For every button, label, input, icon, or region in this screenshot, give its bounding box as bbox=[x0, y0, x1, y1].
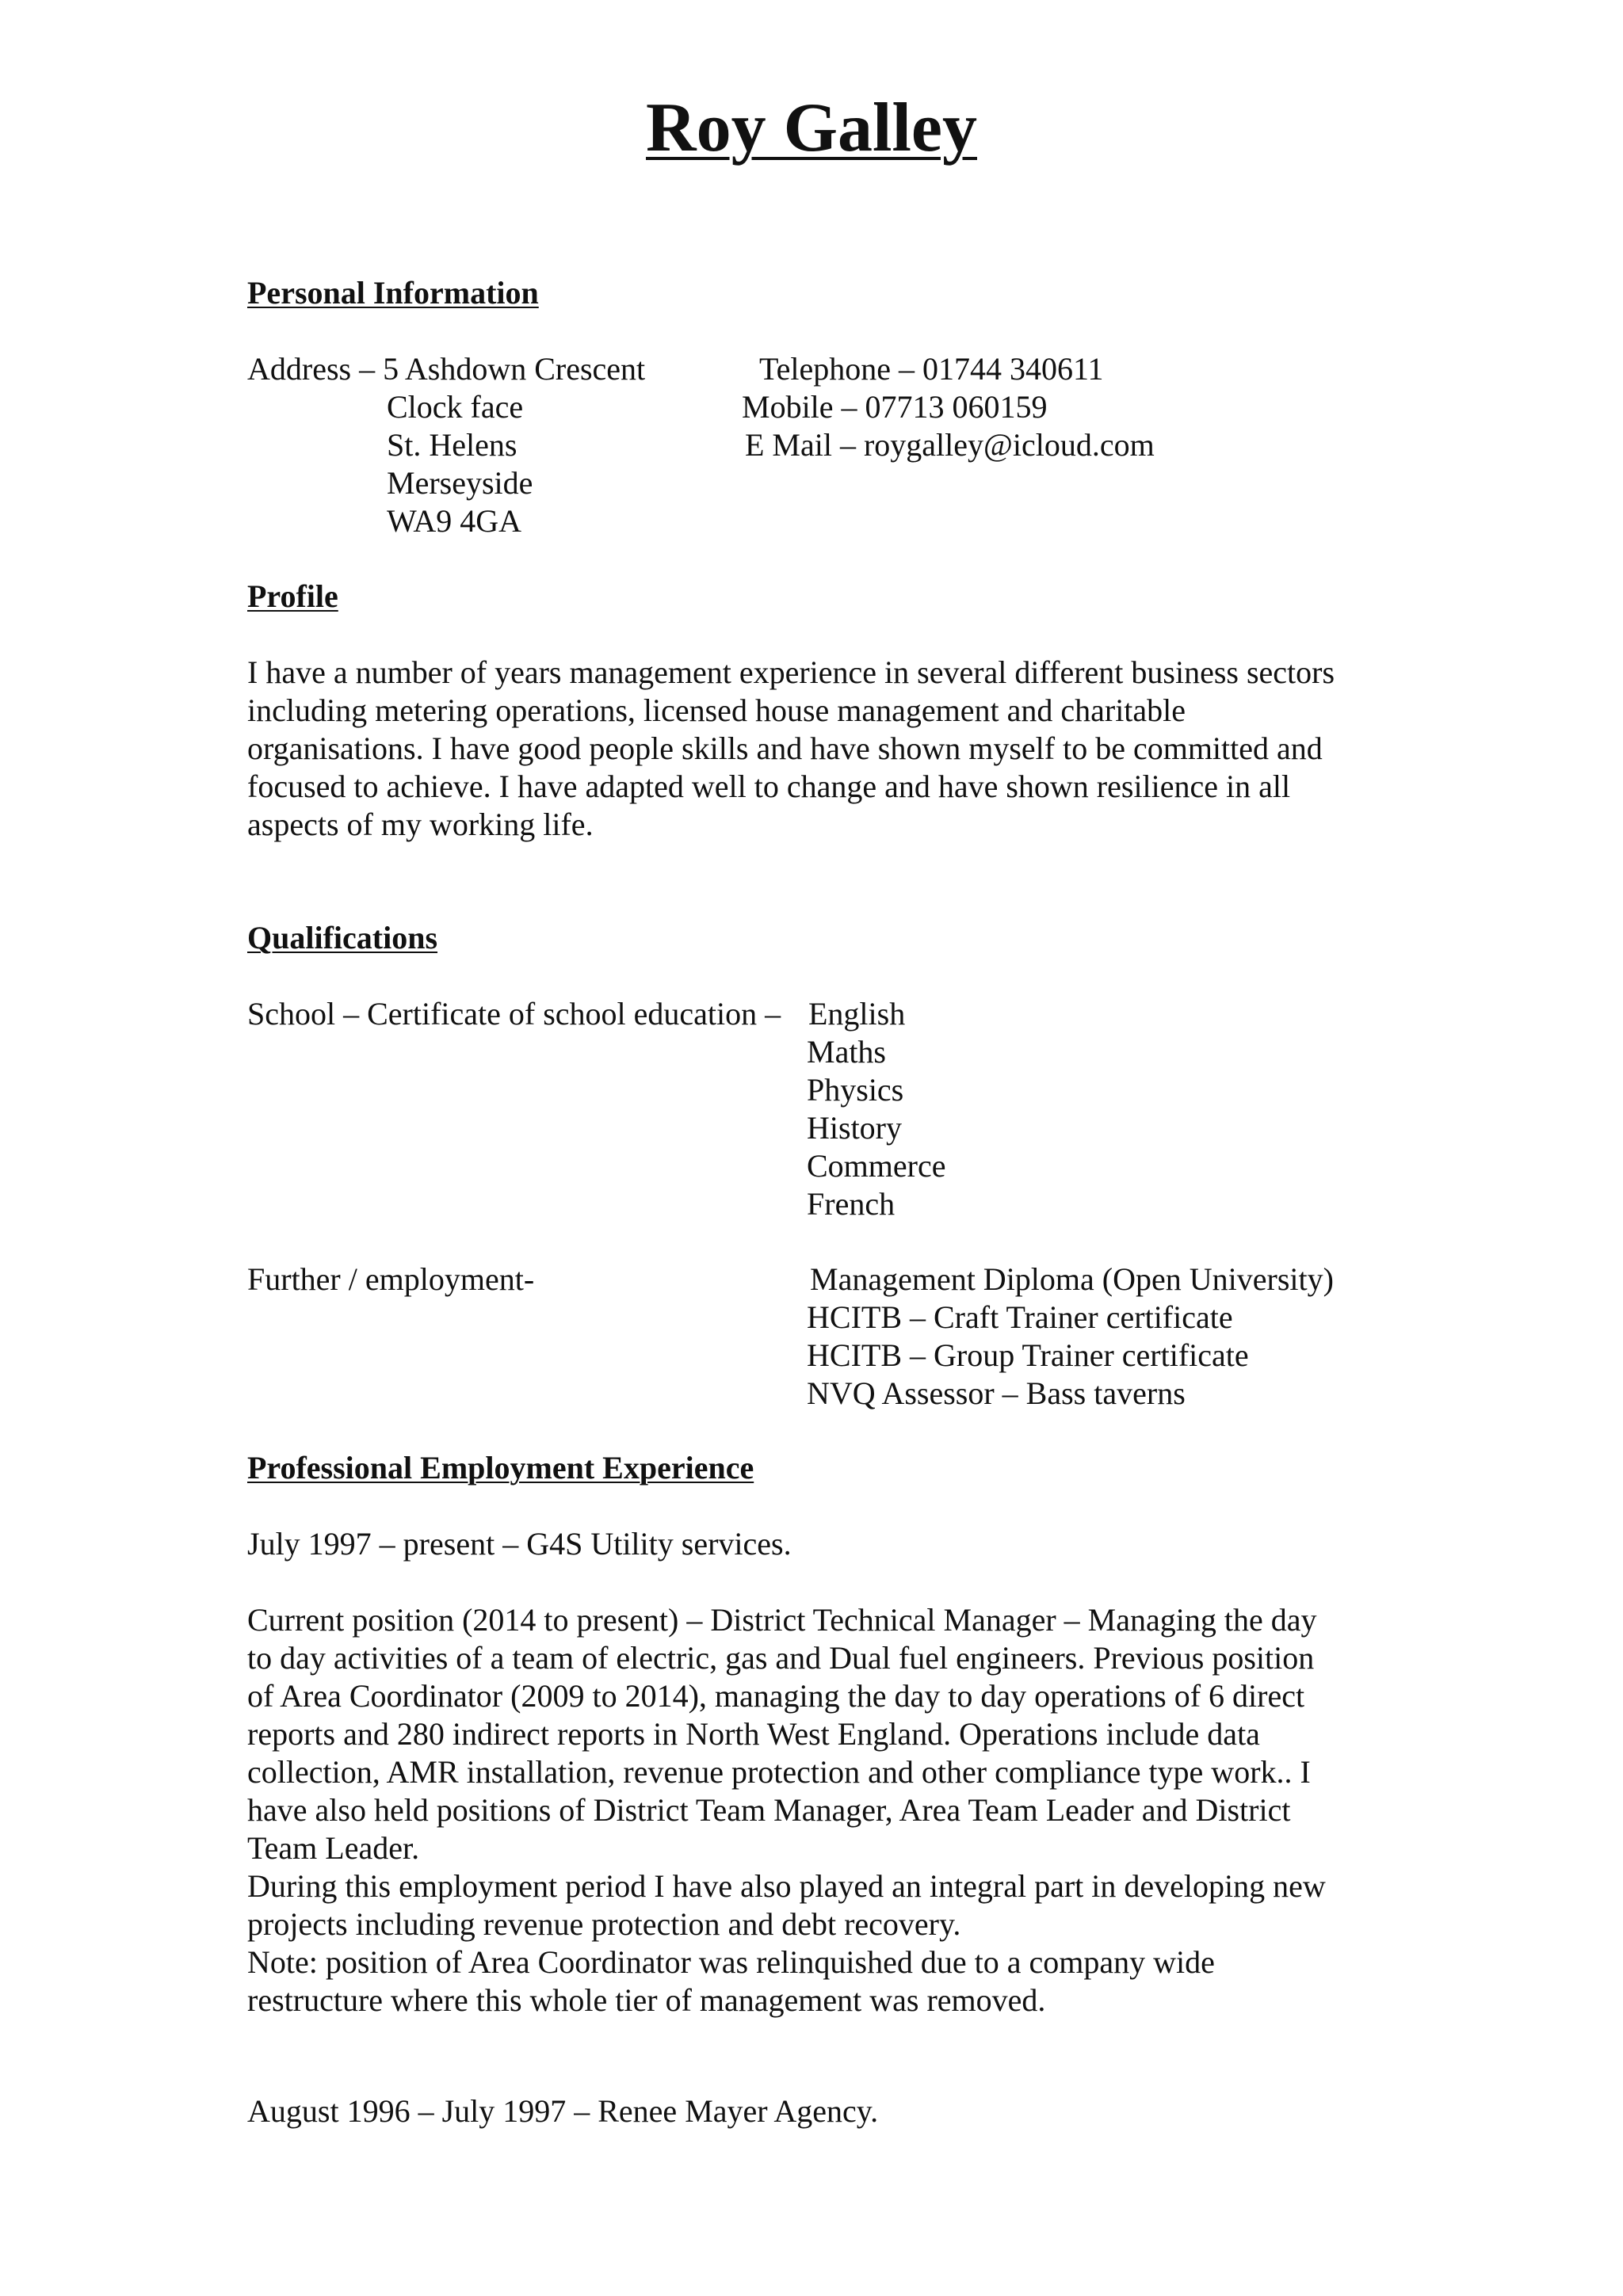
profile-text bbox=[247, 654, 1388, 844]
further-item: HCITB – Craft Trainer certificate bbox=[807, 1299, 1233, 1335]
address-line-5: WA9 4GA bbox=[387, 503, 521, 539]
further-item: HCITB – Group Trainer certificate bbox=[807, 1337, 1249, 1373]
address-line-2: Clock face bbox=[387, 389, 524, 425]
further-label: Further / employment- bbox=[247, 1261, 535, 1297]
telephone: Telephone – 01744 340611 bbox=[759, 351, 1104, 387]
job-line: have also held positions of District Team Manager, Area Team Leader and District bbox=[247, 1792, 1291, 1828]
profile-line: including metering operations, licensed house management and charitable bbox=[247, 692, 1186, 728]
school-subject: Physics bbox=[807, 1072, 904, 1108]
school-subject: English bbox=[808, 996, 906, 1032]
job-line: to day activities of a team of electric, gas and Dual fuel engineers. Previous position bbox=[247, 1640, 1315, 1676]
job-title: August 1996 – July 1997 – Renee Mayer Agency. bbox=[247, 2093, 879, 2129]
job-line: During this employment period I have also played an integral part in developing new bbox=[247, 1868, 1326, 1904]
profile-line: organisations. I have good people skills and have shown myself to be committed and bbox=[247, 730, 1323, 766]
job-line: Note: position of Area Coordinator was relinquished due to a company wide bbox=[247, 1944, 1215, 1980]
school-subject: History bbox=[807, 1110, 902, 1146]
school-subject: Maths bbox=[807, 1034, 886, 1070]
school-subject: Commerce bbox=[807, 1148, 946, 1184]
job-line: projects including revenue protection and debt recovery. bbox=[247, 1906, 961, 1942]
job-title: July 1997 – present – G4S Utility services. bbox=[247, 1526, 792, 1562]
job-line: of Area Coordinator (2009 to 2014), managing the day to day operations of 6 direct bbox=[247, 1678, 1305, 1714]
personal-info-heading: Personal Information bbox=[247, 275, 539, 311]
job-line: restructure where this whole tier of management was removed. bbox=[247, 1982, 1046, 2018]
school-label: School – Certificate of school education – bbox=[247, 996, 781, 1032]
address-line-1: Address – 5 Ashdown Crescent bbox=[247, 351, 646, 387]
profile-line: focused to achieve. I have adapted well to change and have shown resilience in all bbox=[247, 769, 1291, 804]
email: E Mail – roygalley@icloud.com bbox=[745, 427, 1155, 463]
job-description bbox=[247, 1601, 1388, 2019]
profile-line: aspects of my working life. bbox=[247, 807, 594, 842]
experience-heading: Professional Employment Experience bbox=[247, 1450, 754, 1486]
profile-heading: Profile bbox=[247, 578, 338, 614]
school-subject: French bbox=[807, 1186, 896, 1222]
job-line: reports and 280 indirect reports in North West England. Operations include data bbox=[247, 1716, 1260, 1752]
further-item: NVQ Assessor – Bass taverns bbox=[807, 1375, 1186, 1411]
job-line: collection, AMR installation, revenue protection and other compliance type work.. I bbox=[247, 1754, 1311, 1790]
job-line: Team Leader. bbox=[247, 1830, 420, 1866]
address-line-4: Merseyside bbox=[387, 465, 533, 501]
document-title: Roy Galley bbox=[646, 90, 977, 166]
further-item: Management Diploma (Open University) bbox=[810, 1261, 1334, 1297]
mobile: Mobile – 07713 060159 bbox=[742, 389, 1048, 425]
address-line-3: St. Helens bbox=[387, 427, 517, 463]
profile-line: I have a number of years management experience in several different business sectors bbox=[247, 654, 1335, 690]
job-line: Current position (2014 to present) – District Technical Manager – Managing the day bbox=[247, 1602, 1317, 1638]
qualifications-heading: Qualifications bbox=[247, 920, 438, 955]
